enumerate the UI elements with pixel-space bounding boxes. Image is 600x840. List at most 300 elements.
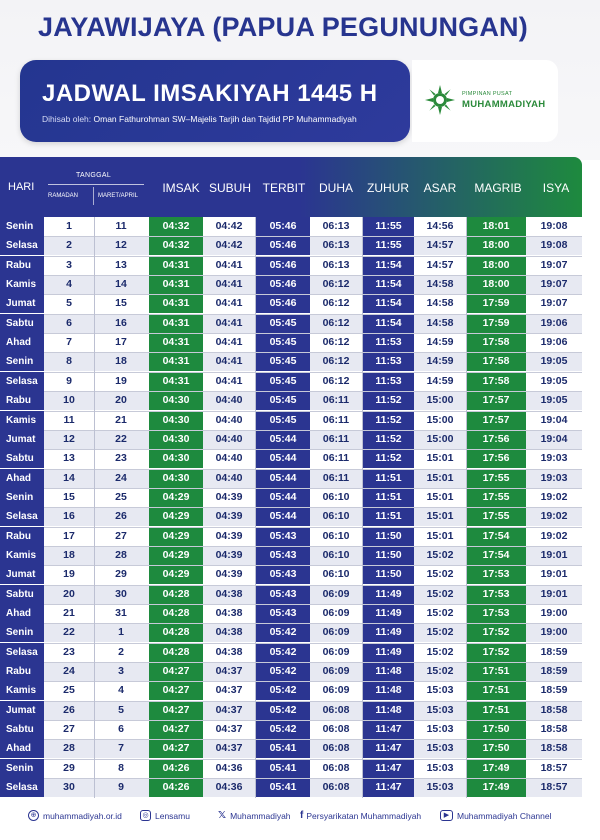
schedule-table: [0, 157, 582, 794]
column-separator: [94, 217, 95, 798]
cell-maret-april: 20: [115, 394, 127, 407]
cell-asar: 15:02: [426, 568, 454, 581]
cell-ramadan: 13: [63, 452, 75, 465]
cell-terbit: 05:44: [256, 488, 310, 507]
table-row: [0, 294, 582, 313]
cell-duha: 06:11: [322, 452, 350, 465]
cell-maret-april: 8: [118, 761, 124, 774]
cell-duha: 06:08: [322, 781, 350, 794]
cell-maret-april: 26: [115, 510, 127, 523]
cell-zuhur: 11:48: [363, 681, 414, 700]
cell-asar: 15:02: [426, 665, 454, 678]
cell-subuh: 04:37: [215, 684, 243, 697]
cell-maret-april: 5: [118, 703, 124, 716]
cell-terbit: 05:43: [256, 604, 310, 623]
cell-duha: 06:12: [322, 336, 350, 349]
row-separator: [44, 701, 582, 702]
cell-maret-april: 14: [115, 278, 127, 291]
cell-duha: 06:10: [322, 568, 350, 581]
cell-isya: 19:05: [540, 355, 568, 368]
table-row: [0, 411, 582, 430]
column-separator: [466, 217, 467, 798]
cell-ramadan: 9: [66, 374, 72, 387]
cell-asar: 14:58: [426, 278, 454, 291]
cell-terbit: 05:42: [256, 720, 310, 739]
cell-zuhur: 11:53: [363, 372, 414, 391]
cell-terbit: 05:45: [256, 314, 310, 333]
table-row: [0, 662, 582, 681]
row-separator: [44, 739, 582, 740]
cell-ramadan: 12: [63, 432, 75, 445]
col-header-magrib: MAGRIB: [474, 181, 522, 195]
cell-ramadan: 2: [66, 239, 72, 252]
row-separator: [44, 391, 582, 392]
cell-isya: 19:05: [540, 394, 568, 407]
cell-duha: 06:11: [322, 413, 350, 426]
table-row: [0, 546, 582, 565]
cell-maret-april: 29: [115, 568, 127, 581]
cell-imsak: 04:29: [149, 565, 203, 584]
cell-subuh: 04:39: [215, 548, 243, 561]
cell-hari: Sabtu: [0, 449, 44, 468]
cell-isya: 18:58: [540, 703, 568, 716]
banner-sub-author: Oman Fathurohman SW–Majelis Tarjih dan Tajdid PP Muhammadiyah: [93, 114, 357, 124]
cell-zuhur: 11:51: [363, 507, 414, 526]
cell-magrib: 17:58: [466, 372, 526, 391]
cell-isya: 19:04: [540, 432, 568, 445]
cell-subuh: 04:37: [215, 742, 243, 755]
cell-subuh: 04:41: [215, 355, 243, 368]
cell-maret-april: 12: [115, 239, 127, 252]
cell-ramadan: 15: [63, 490, 75, 503]
cell-zuhur: 11:50: [363, 546, 414, 565]
cell-asar: 14:57: [426, 258, 454, 271]
table-row: [0, 372, 582, 391]
cell-ramadan: 7: [66, 336, 72, 349]
cell-duha: 06:12: [322, 278, 350, 291]
cell-magrib: 17:53: [466, 585, 526, 604]
row-separator: [44, 449, 582, 450]
cell-ramadan: 8: [66, 355, 72, 368]
footer-youtube-label: Muhammadiyah Channel: [457, 810, 552, 821]
cell-terbit: 05:44: [256, 507, 310, 526]
cell-subuh: 04:38: [215, 587, 243, 600]
cell-isya: 19:01: [540, 587, 568, 600]
cell-hari: Ahad: [0, 739, 44, 758]
cell-magrib: 17:53: [466, 565, 526, 584]
cell-isya: 19:00: [540, 626, 568, 639]
cell-hari: Sabtu: [0, 585, 44, 604]
cell-zuhur: 11:47: [363, 739, 414, 758]
cell-subuh: 04:40: [215, 394, 243, 407]
cell-imsak: 04:32: [149, 236, 203, 255]
cell-isya: 19:03: [540, 471, 568, 484]
instagram-icon: ◎: [140, 810, 151, 821]
cell-imsak: 04:30: [149, 469, 203, 488]
cell-hari: Selasa: [0, 507, 44, 526]
cell-duha: 06:13: [322, 258, 350, 271]
table-row: [0, 488, 582, 507]
cell-maret-april: 4: [118, 684, 124, 697]
cell-duha: 06:13: [322, 239, 350, 252]
cell-zuhur: 11:51: [363, 488, 414, 507]
cell-subuh: 04:39: [215, 490, 243, 503]
cell-isya: 18:59: [540, 684, 568, 697]
banner-heading: JADWAL IMSAKIYAH 1445 H: [42, 80, 378, 107]
cell-zuhur: 11:53: [363, 333, 414, 352]
cell-maret-april: 27: [115, 529, 127, 542]
table-row: [0, 778, 582, 797]
cell-asar: 15:02: [426, 645, 454, 658]
cell-asar: 14:57: [426, 239, 454, 252]
cell-magrib: 17:58: [466, 333, 526, 352]
cell-duha: 06:13: [322, 220, 350, 232]
cell-terbit: 05:46: [256, 217, 310, 236]
cell-asar: 15:00: [426, 432, 454, 445]
header-left: [0, 157, 148, 217]
row-separator: [44, 546, 582, 547]
cell-zuhur: 11:52: [363, 449, 414, 468]
cell-asar: 15:03: [426, 684, 454, 697]
footer-facebook-label: Persyarikatan Muhammadiyah: [306, 810, 422, 821]
cell-ramadan: 23: [63, 645, 75, 658]
cell-asar: 15:01: [426, 471, 454, 484]
row-separator: [44, 681, 582, 682]
cell-maret-april: 11: [115, 220, 127, 232]
cell-zuhur: 11:47: [363, 720, 414, 739]
footer-website[interactable]: [28, 810, 122, 821]
table-row: [0, 430, 582, 449]
cell-imsak: 04:29: [149, 527, 203, 546]
cell-asar: 14:58: [426, 316, 454, 329]
cell-isya: 18:58: [540, 723, 568, 736]
cell-terbit: 05:45: [256, 411, 310, 430]
cell-zuhur: 11:50: [363, 527, 414, 546]
cell-asar: 14:59: [426, 336, 454, 349]
cell-zuhur: 11:54: [363, 256, 414, 275]
table-row: [0, 585, 582, 604]
cell-terbit: 05:42: [256, 643, 310, 662]
row-separator: [44, 527, 582, 528]
cell-imsak: 04:31: [149, 275, 203, 294]
table-row: [0, 739, 582, 758]
cell-asar: 15:01: [426, 452, 454, 465]
cell-maret-april: 6: [118, 723, 124, 736]
youtube-icon: ▶: [440, 810, 453, 821]
cell-imsak: 04:29: [149, 546, 203, 565]
table-row: [0, 527, 582, 546]
row-separator: [44, 662, 582, 663]
cell-zuhur: 11:54: [363, 294, 414, 313]
cell-duha: 06:12: [322, 355, 350, 368]
cell-zuhur: 11:54: [363, 275, 414, 294]
cell-duha: 06:08: [322, 742, 350, 755]
cell-maret-april: 23: [115, 452, 127, 465]
cell-hari: Rabu: [0, 391, 44, 410]
cell-magrib: 17:59: [466, 294, 526, 313]
cell-imsak: 04:31: [149, 294, 203, 313]
globe-icon: ⊕: [28, 810, 39, 821]
cell-duha: 06:09: [322, 684, 350, 697]
cell-hari: Rabu: [0, 256, 44, 275]
cell-zuhur: 11:51: [363, 469, 414, 488]
cell-magrib: 17:56: [466, 449, 526, 468]
footer-x[interactable]: [218, 810, 291, 821]
cell-magrib: 17:50: [466, 739, 526, 758]
logo-text-big: MUHAMMADIYAH: [462, 99, 546, 110]
cell-magrib: 17:53: [466, 604, 526, 623]
cell-subuh: 04:36: [215, 761, 243, 774]
cell-duha: 06:10: [322, 510, 350, 523]
cell-isya: 19:07: [540, 278, 568, 291]
col-header-duha: DUHA: [318, 181, 353, 195]
cell-isya: 19:02: [540, 529, 568, 542]
cell-hari: Senin: [0, 217, 44, 236]
tanggal-divider: [48, 184, 144, 185]
cell-isya: 18:57: [540, 761, 568, 774]
footer: [0, 800, 600, 830]
col-header-asar: ASAR: [423, 181, 457, 195]
cell-terbit: 05:44: [256, 449, 310, 468]
footer-facebook[interactable]: [300, 810, 421, 821]
cell-terbit: 05:44: [256, 430, 310, 449]
cell-duha: 06:08: [322, 703, 350, 716]
cell-ramadan: 30: [63, 781, 75, 794]
cell-terbit: 05:46: [256, 236, 310, 255]
cell-isya: 19:02: [540, 510, 568, 523]
cell-isya: 19:08: [540, 239, 568, 252]
cell-ramadan: 24: [63, 665, 75, 678]
cell-duha: 06:08: [322, 761, 350, 774]
cell-terbit: 05:45: [256, 333, 310, 352]
page-title: JAYAWIJAYA (PAPUA PEGUNUNGAN): [38, 12, 528, 42]
row-separator: [44, 778, 582, 779]
table-row: [0, 469, 582, 488]
cell-zuhur: 11:48: [363, 662, 414, 681]
cell-hari: Senin: [0, 759, 44, 778]
row-separator: [44, 352, 582, 353]
table-row: [0, 701, 582, 720]
cell-zuhur: 11:49: [363, 604, 414, 623]
cell-hari: Kamis: [0, 275, 44, 294]
cell-ramadan: 20: [63, 587, 75, 600]
cell-maret-april: 28: [115, 548, 127, 561]
cell-subuh: 04:40: [215, 432, 243, 445]
cell-terbit: 05:42: [256, 662, 310, 681]
cell-duha: 06:09: [322, 626, 350, 639]
cell-ramadan: 25: [63, 684, 75, 697]
row-separator: [44, 256, 582, 257]
table-row: [0, 507, 582, 526]
cell-maret-april: 31: [115, 607, 127, 619]
cell-subuh: 04:40: [215, 452, 243, 465]
banner-subtitle: [42, 114, 357, 124]
cell-asar: 15:02: [426, 548, 454, 561]
row-separator: [44, 585, 582, 586]
cell-isya: 19:01: [540, 568, 568, 581]
cell-asar: 15:01: [426, 529, 454, 542]
cell-magrib: 17:57: [466, 411, 526, 430]
cell-terbit: 05:41: [256, 739, 310, 758]
cell-subuh: 04:42: [215, 239, 243, 252]
cell-imsak: 04:27: [149, 681, 203, 700]
cell-terbit: 05:46: [256, 256, 310, 275]
column-separator: [255, 217, 256, 798]
cell-isya: 19:07: [540, 258, 568, 271]
cell-zuhur: 11:55: [363, 236, 414, 255]
cell-ramadan: 27: [63, 723, 75, 736]
cell-imsak: 04:30: [149, 449, 203, 468]
cell-maret-april: 13: [115, 258, 127, 271]
cell-duha: 06:09: [322, 587, 350, 600]
cell-terbit: 05:45: [256, 391, 310, 410]
cell-ramadan: 22: [63, 626, 75, 639]
row-separator: [44, 411, 582, 412]
cell-subuh: 04:41: [215, 316, 243, 329]
cell-subuh: 04:41: [215, 258, 243, 271]
cell-magrib: 17:50: [466, 720, 526, 739]
cell-terbit: 05:45: [256, 352, 310, 371]
cell-zuhur: 11:47: [363, 778, 414, 797]
cell-ramadan: 21: [63, 607, 75, 619]
cell-subuh: 04:39: [215, 510, 243, 523]
cell-imsak: 04:28: [149, 643, 203, 662]
row-separator: [44, 469, 582, 470]
cell-imsak: 04:30: [149, 391, 203, 410]
cell-asar: 14:59: [426, 355, 454, 368]
cell-zuhur: 11:47: [363, 759, 414, 778]
cell-maret-april: 15: [115, 297, 127, 310]
cell-subuh: 04:37: [215, 723, 243, 736]
table-row: [0, 275, 582, 294]
col-header-isya: ISYA: [542, 181, 570, 195]
cell-magrib: 17:54: [466, 527, 526, 546]
tanggal-vertical-divider: [93, 187, 94, 205]
cell-asar: 15:03: [426, 723, 454, 736]
table-row: [0, 759, 582, 778]
cell-ramadan: 18: [63, 548, 75, 561]
cell-terbit: 05:45: [256, 372, 310, 391]
cell-terbit: 05:43: [256, 546, 310, 565]
cell-duha: 06:12: [322, 297, 350, 310]
logo-text-small: PIMPINAN PUSAT: [462, 91, 513, 97]
cell-subuh: 04:39: [215, 529, 243, 542]
cell-terbit: 05:42: [256, 681, 310, 700]
footer-instagram[interactable]: [140, 810, 190, 821]
col-header-terbit: TERBIT: [262, 181, 306, 195]
cell-asar: 15:02: [426, 607, 454, 619]
cell-isya: 19:08: [540, 220, 568, 232]
cell-magrib: 17:54: [466, 546, 526, 565]
table-row: [0, 333, 582, 352]
cell-subuh: 04:38: [215, 645, 243, 658]
cell-subuh: 04:38: [215, 607, 243, 619]
cell-hari: Kamis: [0, 681, 44, 700]
cell-imsak: 04:31: [149, 256, 203, 275]
cell-maret-april: 7: [118, 742, 124, 755]
cell-ramadan: 6: [66, 316, 72, 329]
cell-zuhur: 11:52: [363, 411, 414, 430]
row-separator: [44, 430, 582, 431]
cell-maret-april: 16: [115, 316, 127, 329]
cell-maret-april: 3: [118, 665, 124, 678]
cell-maret-april: 2: [118, 645, 124, 658]
cell-hari: Jumat: [0, 701, 44, 720]
cell-maret-april: 30: [115, 587, 127, 600]
cell-terbit: 05:43: [256, 565, 310, 584]
cell-zuhur: 11:55: [363, 217, 414, 236]
cell-zuhur: 11:53: [363, 352, 414, 371]
cell-imsak: 04:27: [149, 662, 203, 681]
cell-ramadan: 11: [63, 413, 75, 426]
cell-isya: 19:00: [540, 607, 568, 619]
row-separator: [44, 275, 582, 276]
cell-subuh: 04:37: [215, 665, 243, 678]
cell-subuh: 04:41: [215, 336, 243, 349]
cell-hari: Ahad: [0, 333, 44, 352]
facebook-icon: f: [300, 810, 304, 821]
cell-duha: 06:11: [322, 394, 350, 407]
cell-ramadan: 10: [63, 394, 75, 407]
cell-isya: 19:07: [540, 297, 568, 310]
cell-hari: Kamis: [0, 411, 44, 430]
col-header-imsak: IMSAK: [162, 181, 200, 195]
cell-isya: 19:06: [540, 336, 568, 349]
cell-imsak: 04:26: [149, 759, 203, 778]
cell-hari: Ahad: [0, 604, 44, 623]
cell-imsak: 04:31: [149, 372, 203, 391]
cell-asar: 15:01: [426, 510, 454, 523]
cell-subuh: 04:41: [215, 374, 243, 387]
row-separator: [44, 507, 582, 508]
cell-terbit: 05:46: [256, 275, 310, 294]
cell-magrib: 17:49: [466, 778, 526, 797]
cell-asar: 14:59: [426, 374, 454, 387]
cell-duha: 06:10: [322, 490, 350, 503]
cell-maret-april: 19: [115, 374, 127, 387]
cell-maret-april: 17: [115, 336, 127, 349]
column-separator: [362, 217, 363, 798]
cell-magrib: 18:00: [466, 256, 526, 275]
cell-maret-april: 24: [115, 471, 127, 484]
cell-imsak: 04:27: [149, 739, 203, 758]
cell-imsak: 04:32: [149, 217, 203, 236]
cell-imsak: 04:28: [149, 585, 203, 604]
cell-asar: 15:00: [426, 413, 454, 426]
cell-ramadan: 16: [63, 510, 75, 523]
cell-imsak: 04:31: [149, 352, 203, 371]
footer-youtube[interactable]: [440, 810, 552, 821]
table-row: [0, 643, 582, 662]
cell-imsak: 04:26: [149, 778, 203, 797]
table-row: [0, 623, 582, 642]
cell-ramadan: 26: [63, 703, 75, 716]
cell-magrib: 17:57: [466, 391, 526, 410]
table-header: [0, 157, 582, 217]
table-row: [0, 565, 582, 584]
cell-imsak: 04:28: [149, 604, 203, 623]
cell-subuh: 04:42: [215, 220, 243, 232]
cell-subuh: 04:36: [215, 781, 243, 794]
cell-asar: 15:03: [426, 781, 454, 794]
cell-hari: Jumat: [0, 294, 44, 313]
col-header-ramadan: RAMADAN: [48, 193, 79, 199]
cell-magrib: 17:51: [466, 681, 526, 700]
cell-zuhur: 11:49: [363, 643, 414, 662]
schedule-banner: [20, 60, 410, 142]
cell-maret-april: 21: [115, 413, 127, 426]
cell-hari: Selasa: [0, 643, 44, 662]
